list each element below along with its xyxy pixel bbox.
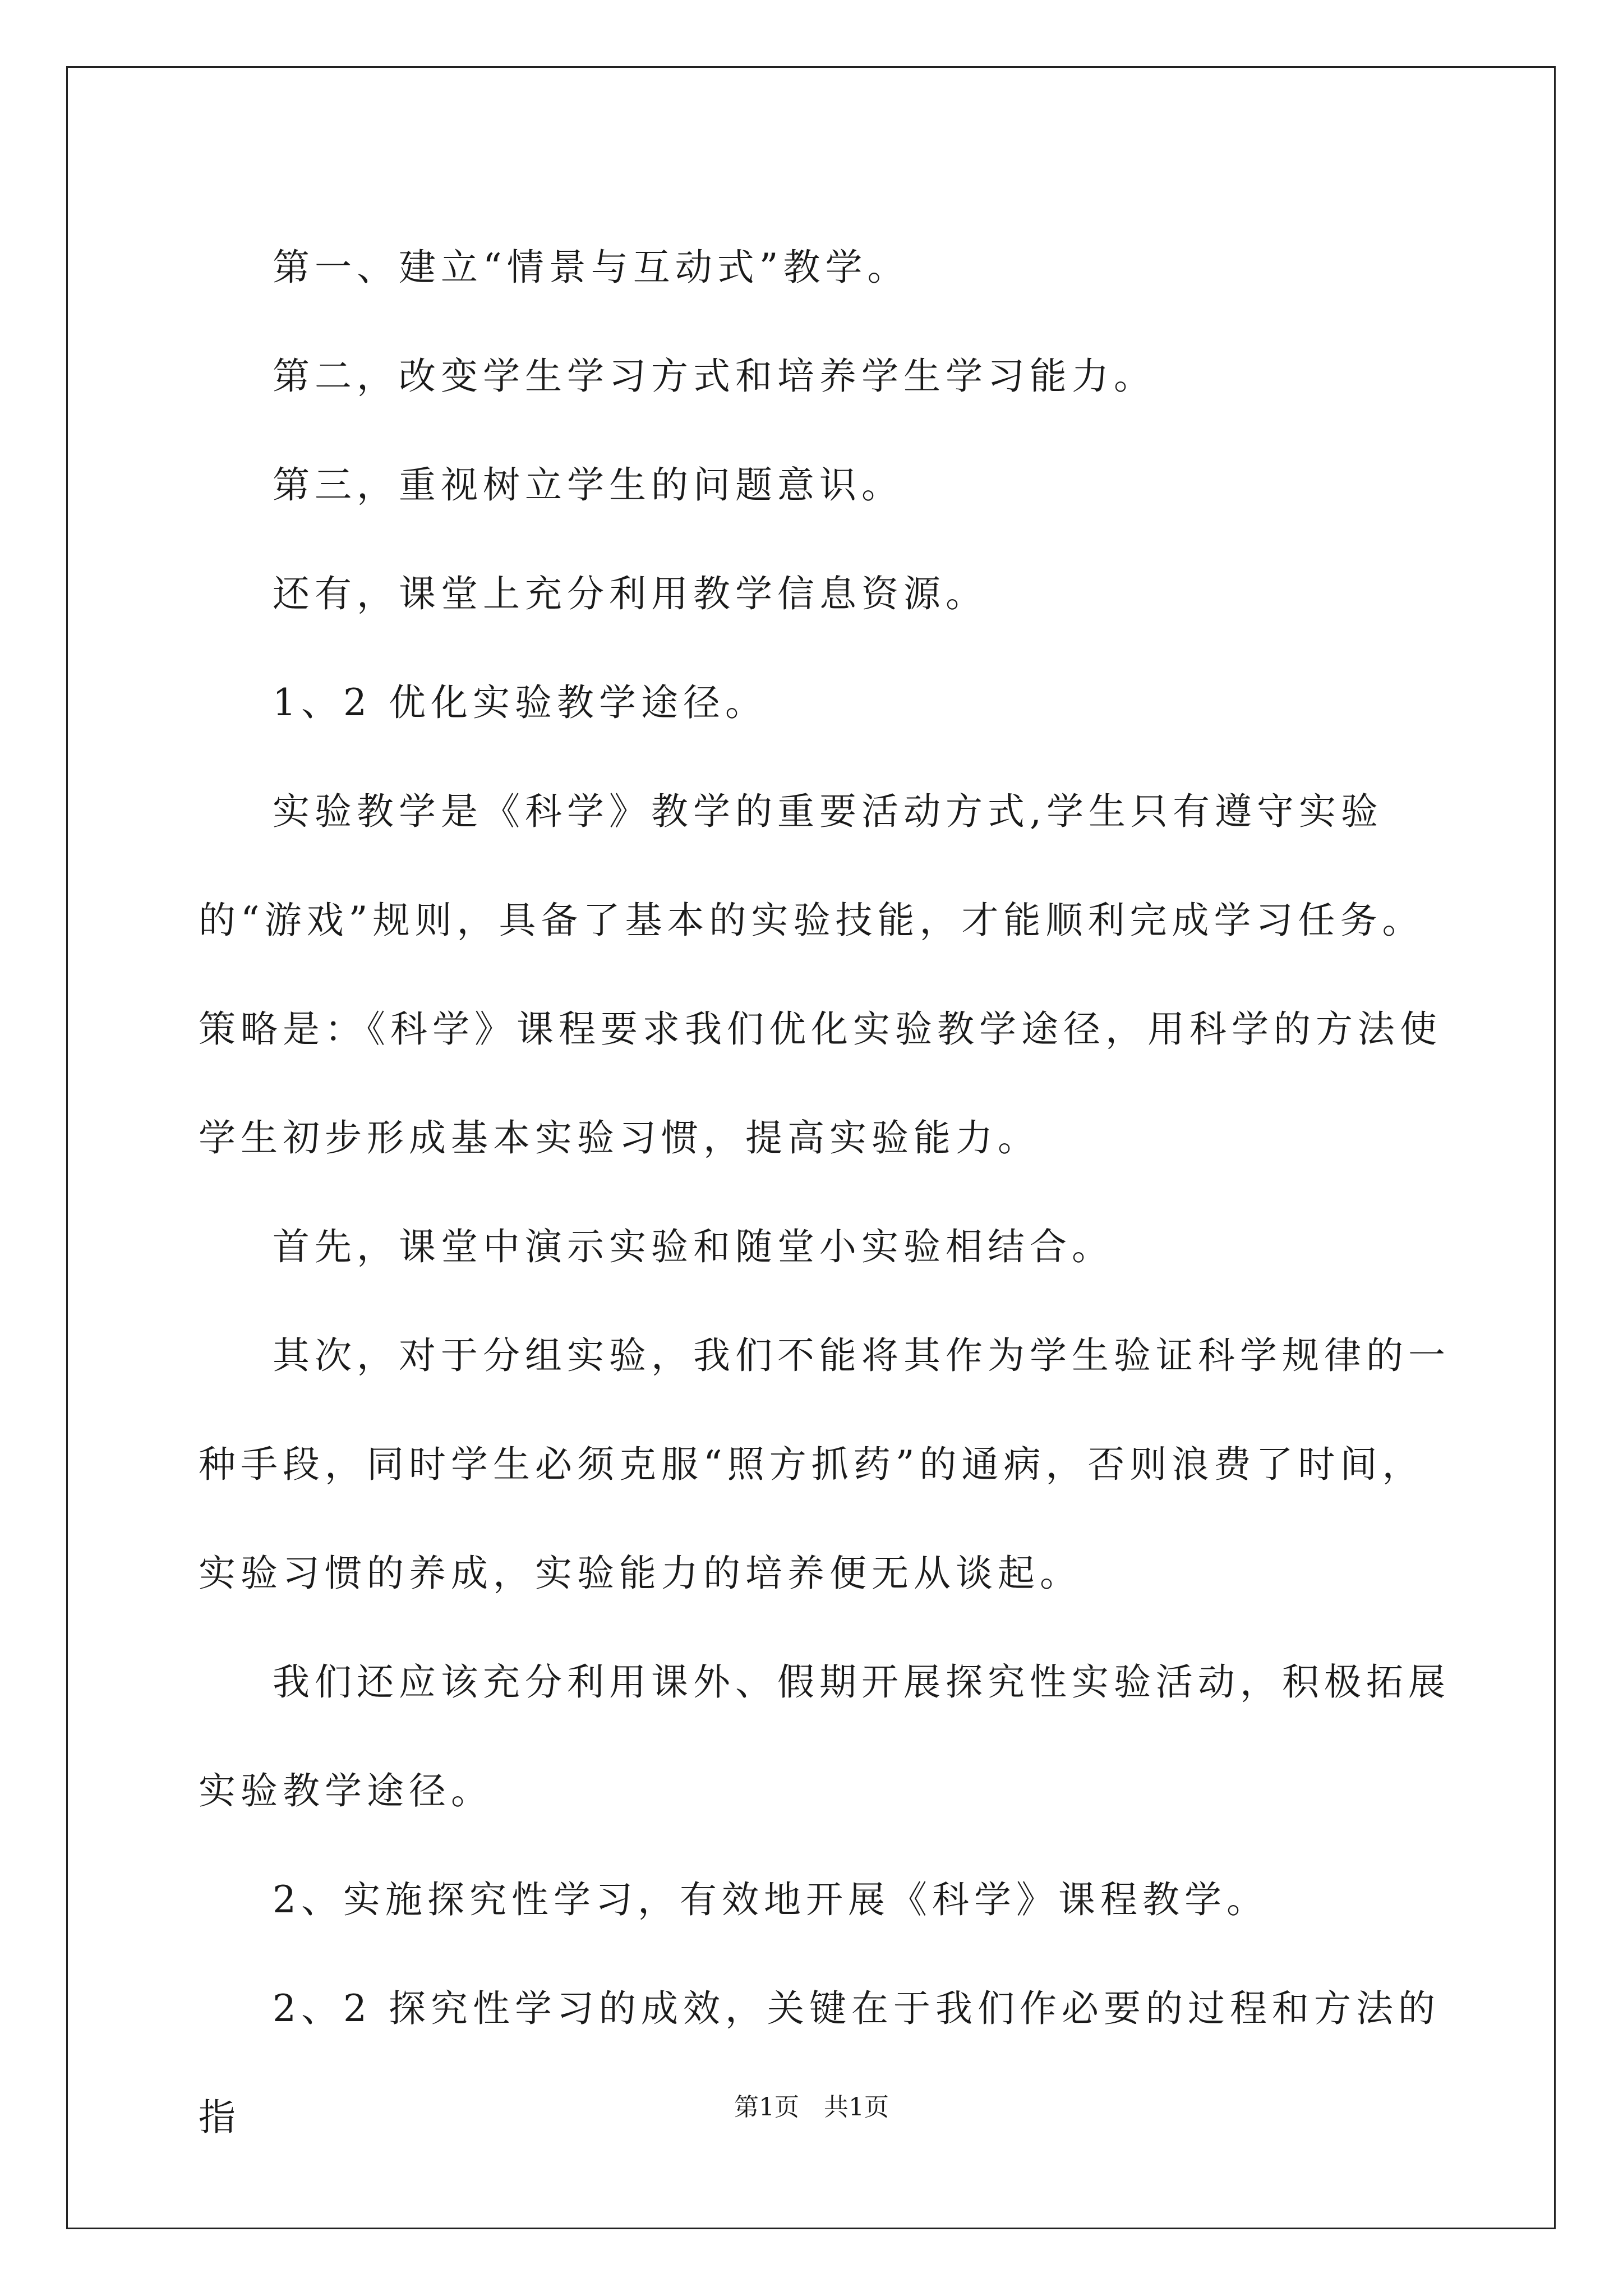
paragraph-5: 1、2 优化实验教学途径。 bbox=[273, 681, 767, 724]
paragraph-8: 其次，对于分组实验，我们不能将其作为学生验证科学规律的一种手段，同时学生必须克服“照方抓药”的通病，否则浪费了时间，实验习惯的养成，实验能力的培养便无从谈起。 bbox=[199, 1334, 1450, 1595]
paragraph-2: 第二，改变学生学习方式和培养学生学习能力。 bbox=[273, 355, 1156, 398]
page-footer: 第1页 共1页 bbox=[734, 2093, 889, 2122]
paragraph-6: 实验教学是《科学》教学的重要活动方式,学生只有遵守实验的“游戏”规则，具备了基本的实验技能，才能顺利完成学习任务。策略是：《科学》课程要求我们优化实验教学途径，用科学的方法使学生初步形成基本实验习惯，提高实验能力。 bbox=[199, 790, 1442, 1159]
paragraph-10: 2、实施探究性学习，有效地开展《科学》课程教学。 bbox=[273, 1878, 1269, 1921]
paragraph-3: 第三，重视树立学生的问题意识。 bbox=[273, 463, 903, 507]
paragraph-7: 首先，课堂中演示实验和随堂小实验相结合。 bbox=[273, 1225, 1114, 1268]
paragraph-1: 第一、建立“情景与互动式”教学。 bbox=[273, 246, 910, 289]
paragraph-11: 2、2 探究性学习的成效，关键在于我们作必要的过程和方法的指 bbox=[199, 1987, 1440, 2139]
paragraph-9: 我们还应该充分利用课外、假期开展探究性实验活动，积极拓展实验教学途径。 bbox=[199, 1660, 1450, 1812]
paragraph-4: 还有，课堂上充分利用教学信息资源。 bbox=[273, 572, 988, 615]
document-body bbox=[199, 213, 1460, 2172]
